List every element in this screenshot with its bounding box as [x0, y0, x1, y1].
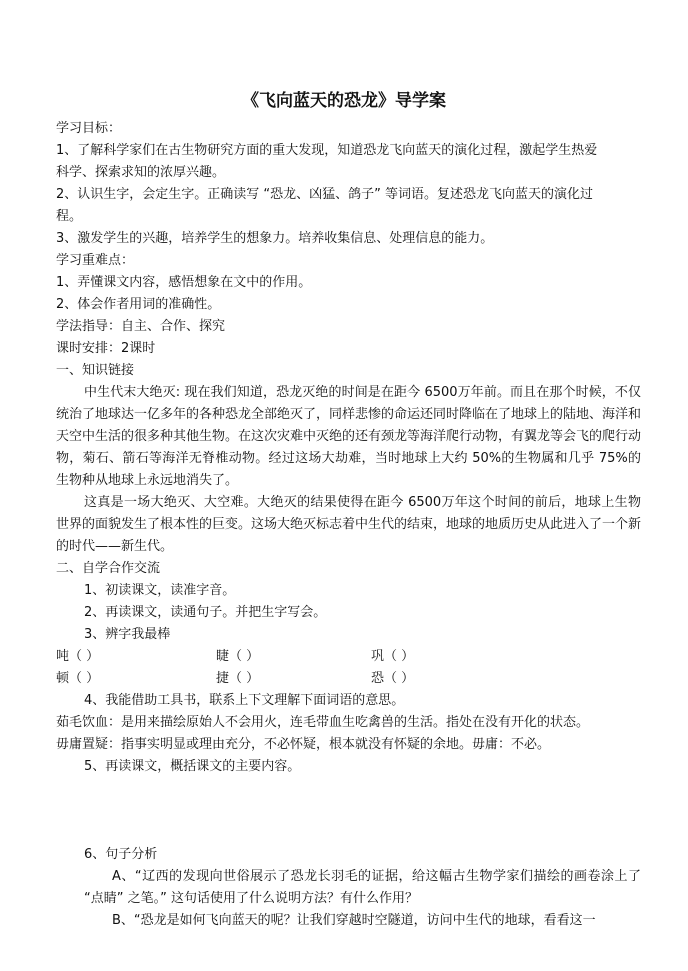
key-point-1: 1、弄懂课文内容，感悟想象在文中的作用。 — [56, 275, 312, 290]
objective-2-line-2: 程。 — [56, 209, 83, 224]
char-blank-jie[interactable]: 睫（ ） — [216, 649, 260, 664]
sentence-analysis-a: A、“辽西的发现向世俗展示了恐龙长羽毛的证据，给这幅古生物学家们描绘的画卷涂上了 “点睛” 之笔。” 这句话使用了什么说明方法？有什么作用？ — [84, 869, 641, 906]
objective-3: 3、激发学生的兴趣，培养学生的想象力。培养收集信息、处理信息的能力。 — [56, 231, 494, 246]
method-guidance: 学法指导：自主、合作、探究 — [56, 319, 226, 334]
section-1-heading: 一、知识链接 — [56, 363, 135, 378]
key-points-heading: 学习重难点： — [56, 253, 135, 268]
char-blank-dun[interactable]: 吨（ ） — [56, 649, 100, 664]
objective-1-line-2: 科学、探索求知的浓厚兴趣。 — [56, 165, 226, 180]
objective-1-line-1: 1、了解科学家们在古生物研究方面的重大发现，知道恐龙飞向蓝天的演化过程，激起学生热爱 — [56, 143, 598, 158]
char-blank-kong[interactable]: 恐（ ） — [371, 671, 415, 686]
objectives-heading: 学习目标： — [56, 121, 122, 136]
char-blank-jie2[interactable]: 捷（ ） — [216, 671, 260, 686]
knowledge-paragraph-2: 这真是一场大绝灭、大空难。大绝灭的结果使得在距今 6500万年这个时间的前后，地球上生物世界的面貌发生了根本性的巨变。这场大绝灭标志着中生代的结束，地球的地质历史从此进入了一个新的时代——新生代。 — [56, 495, 642, 554]
word-definition-2: 毋庸置疑：指事实明显或理由充分，不必怀疑，根本就没有怀疑的余地。毋庸：不必。 — [56, 737, 551, 752]
char-blank-gong[interactable]: 巩（ ） — [371, 649, 415, 664]
char-blank-dun2[interactable]: 顿（ ） — [56, 671, 100, 686]
section-2-heading: 二、自学合作交流 — [56, 561, 161, 576]
step-6: 6、句子分析 — [84, 847, 158, 862]
step-3: 3、辨字我最棒 — [84, 627, 171, 642]
sentence-analysis-b: B、“恐龙是如何飞向蓝天的呢？让我们穿越时空隧道，访问中生代的地球，看看这一 — [112, 913, 596, 928]
knowledge-paragraph-1: 中生代末大绝灭: 现在我们知道，恐龙灭绝的时间是在距今 6500万年前。而且在那个时候，不仅统治了地球达一亿多年的各种恐龙全部绝灭了，同样悲惨的命运还同时降临在了地球上的陆地、海洋和天空中生活的很多种其他生物。在这次灾难中灭绝的还有颈龙等海洋爬行动物，有翼龙等会飞的爬行动物，菊石、箭石等海洋无脊椎动物。经过这场大劫难，当时地球上大约 50%的生物属和几乎 75%的生物种从地球上永远地消失了。 — [56, 385, 642, 488]
class-schedule: 课时安排：2课时 — [56, 341, 156, 356]
word-definition-1: 茹毛饮血：是用来描绘原始人不会用火，连毛带血生吃禽兽的生活。指处在没有开化的状态。 — [56, 715, 590, 730]
step-5: 5、再读课文，概括课文的主要内容。 — [84, 759, 301, 774]
page-title: 《飞向蓝天的恐龙》导学案 — [242, 91, 446, 111]
objective-2-line-1: 2、认识生字，会定生字。正确读写 “恐龙、凶猛、鸽子” 等词语。复述恐龙飞向蓝天的演化过 — [56, 187, 594, 202]
step-4: 4、我能借助工具书，联系上下文理解下面词语的意思。 — [84, 693, 405, 708]
key-point-2: 2、体会作者用词的准确性。 — [56, 297, 221, 312]
step-1: 1、初读课文，读准字音。 — [84, 583, 236, 598]
step-2: 2、再读课文，读通句子。并把生字写会。 — [84, 605, 327, 620]
